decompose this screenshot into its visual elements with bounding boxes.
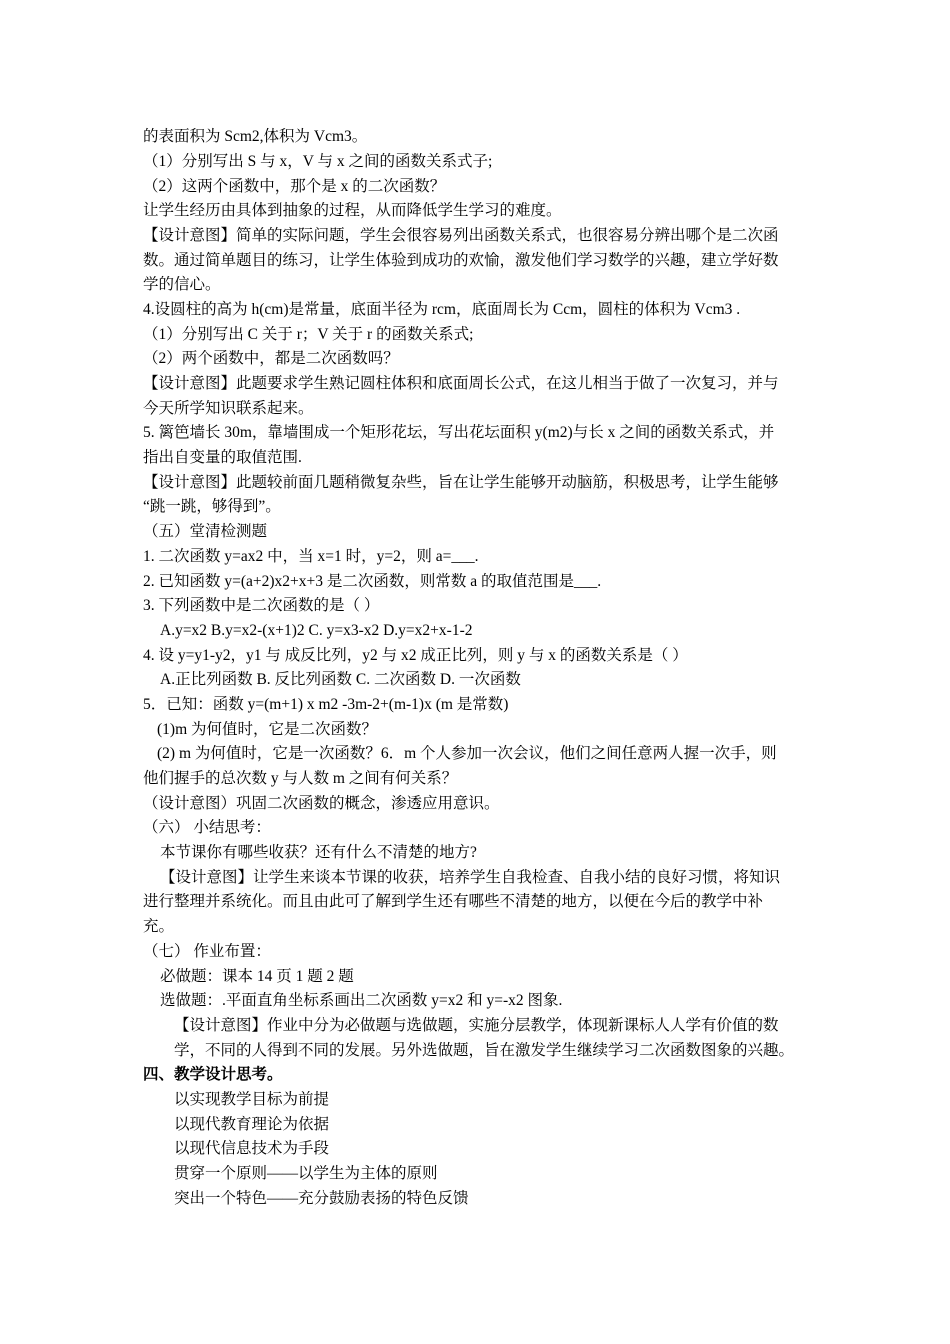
text-line: 本节课你有哪些收获？还有什么不清楚的地方?	[160, 844, 477, 861]
text-line: 数。通过简单题目的练习，让学生体验到成功的欢愉，激发他们学习数学的兴趣，建立学好数	[143, 252, 779, 269]
text-line: （1）分别写出 S 与 x，V 与 x 之间的函数关系式子;	[143, 153, 493, 170]
text-line: 【设计意图】简单的实际问题，学生会很容易列出函数关系式，也很容易分辨出哪个是二次函	[143, 227, 779, 244]
text-line: 3. 下列函数中是二次函数的是（ ）	[143, 597, 380, 614]
text-line: (1)m 为何值时，它是二次函数？	[157, 721, 378, 738]
text-line: 5. 篱笆墙长 30m，靠墙围成一个矩形花坛，写出花坛面积 y(m2)与长 x 之间的函数关系式，并	[143, 424, 775, 441]
text-line: A.正比列函数 B. 反比列函数 C. 二次函数 D. 一次函数	[160, 671, 521, 688]
text-line: 【设计意图】此题要求学生熟记圆柱体积和底面周长公式，在这儿相当于做了一次复习，并与	[143, 375, 779, 392]
text-line: 贯穿一个原则——以学生为主体的原则	[174, 1165, 438, 1182]
text-line: 【设计意图】作业中分为必做题与选做题，实施分层教学，体现新课标人人学有价值的数	[174, 1017, 779, 1034]
text-line: 以现代信息技术为手段	[174, 1140, 330, 1157]
text-line: A.y=x2 B.y=x2-(x+1)2 C. y=x3-x2 D.y=x2+x-1-2	[160, 622, 473, 639]
text-line: 1. 二次函数 y=ax2 中，当 x=1 时，y=2，则 a=___.	[143, 548, 479, 565]
text-line: 学的信心。	[143, 276, 221, 293]
text-line: 进行整理并系统化。而且由此可了解到学生还有哪些不清楚的地方，以便在今后的教学中补	[143, 893, 764, 910]
text-line: 学，不同的人得到不同的发展。另外选做题，旨在激发学生继续学习二次函数图象的兴趣。	[174, 1042, 795, 1059]
text-line: 他们握手的总次数 y 与人数 m 之间有何关系？	[143, 770, 458, 787]
text-line: （七） 作业布置：	[143, 943, 271, 960]
text-line: 让学生经历由具体到抽象的过程，从而降低学生学习的难度。	[143, 202, 562, 219]
text-line: 必做题：课本 14 页 1 题 2 题	[160, 968, 354, 985]
text-line: （五）堂清检测题	[143, 523, 268, 540]
text-line: 的表面积为 Scm2,体积为 Vcm3。	[143, 128, 368, 145]
text-line: 充。	[143, 918, 175, 935]
text-line: 以现代教育理论为依据	[174, 1116, 330, 1133]
text-line: 今天所学知识联系起来。	[143, 400, 314, 417]
text-line: “跳一跳，够得到”。	[143, 498, 281, 515]
text-line: 4. 设 y=y1-y2，y1 与 成反比列，y2 与 x2 成正比列，则 y 与 x 的函数关系是（ ）	[143, 647, 688, 664]
text-line: 指出自变量的取值范围.	[143, 449, 302, 466]
text-line: 选做题：.平面直角坐标系画出二次函数 y=x2 和 y=-x2 图象.	[160, 992, 563, 1009]
text-line: 5．已知：函数 y=(m+1) x m2 -3m-2+(m-1)x (m 是常数)	[143, 696, 509, 713]
section-heading: 四、教学设计思考。	[143, 1066, 283, 1083]
text-line: （1）分别写出 C 关于 r；V 关于 r 的函数关系式;	[143, 326, 474, 343]
text-line: （2）这两个函数中，那个是 x 的二次函数？	[143, 178, 446, 195]
text-line: (2) m 为何值时，它是一次函数？6．m 个人参加一次会议，他们之间任意两人握一次手，则	[157, 745, 777, 762]
text-line: 4.设圆柱的高为 h(cm)是常量，底面半径为 rcm，底面周长为 Ccm，圆柱的体积为 Vcm3 .	[143, 301, 741, 318]
text-line: 【设计意图】此题较前面几题稍微复杂些，旨在让学生能够开动脑筋，积极思考，让学生能够	[143, 474, 779, 491]
text-line: （六） 小结思考：	[143, 819, 271, 836]
text-line: （设计意图）巩固二次函数的概念，渗透应用意识。	[143, 795, 500, 812]
text-line: 2. 已知函数 y=(a+2)x2+x+3 是二次函数，则常数 a 的取值范围是___.	[143, 573, 602, 590]
text-line: 突出一个特色——充分鼓励表扬的特色反馈	[174, 1190, 469, 1207]
text-line: 【设计意图】让学生来谈本节课的收获，培养学生自我检查、自我小结的良好习惯，将知识	[160, 869, 781, 886]
text-line: 以实现教学目标为前提	[174, 1091, 330, 1108]
text-line: （2）两个函数中，都是二次函数吗？	[143, 350, 399, 367]
